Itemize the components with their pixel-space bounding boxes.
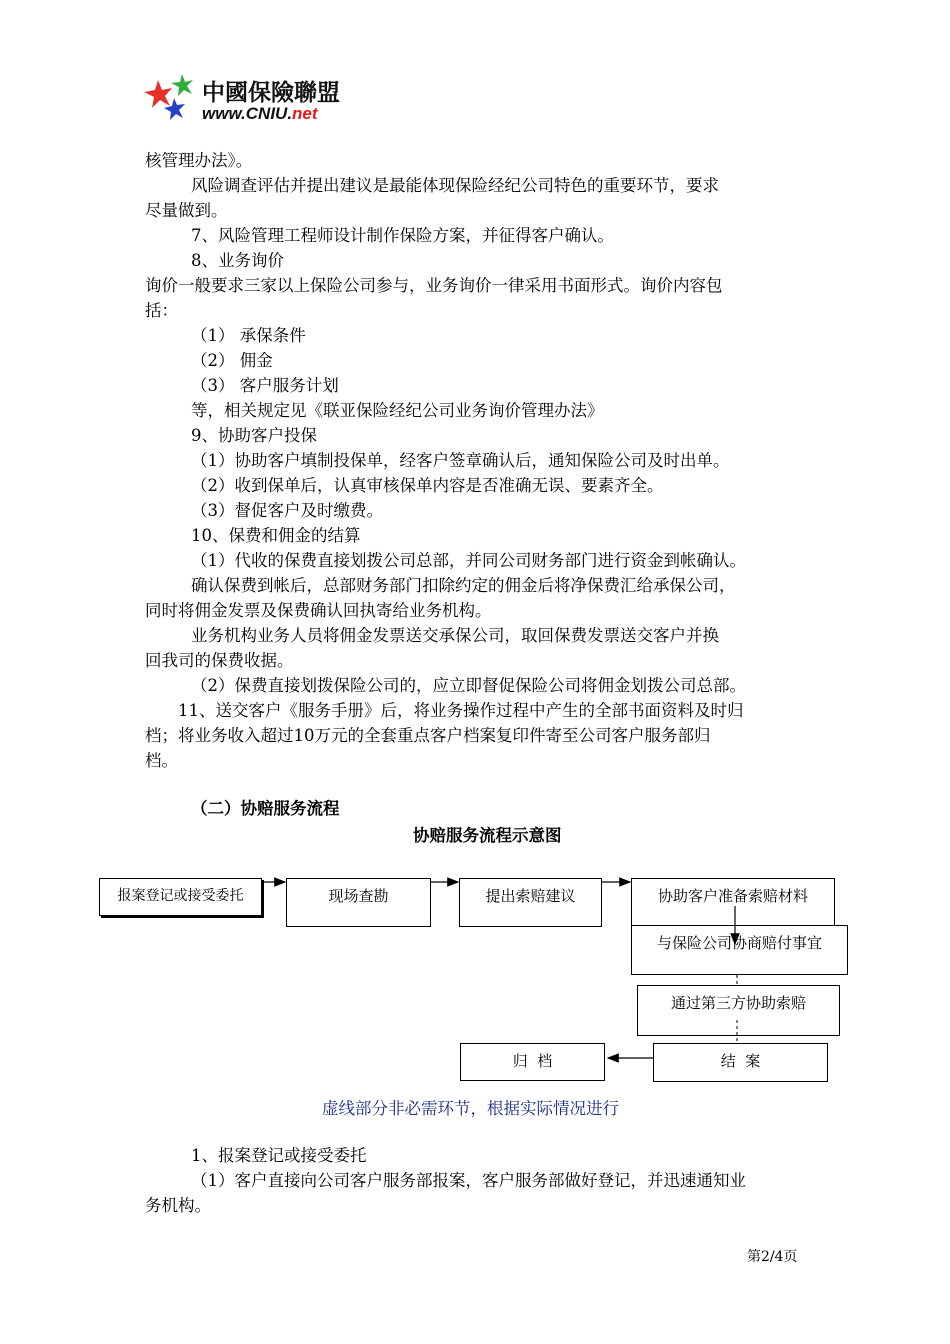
text-line: （1）客户直接向公司客户服务部报案，客户服务部做好登记，并迅速通知业 [191, 1171, 746, 1190]
list-item: （2） 佣金 [191, 351, 273, 370]
text-line: 核管理办法》。 [145, 151, 253, 170]
logo-text: 中國保險聯盟 [202, 80, 340, 106]
text-line: （1）代收的保费直接划拨公司总部，并同公司财务部门进行资金到帐确认。 [191, 551, 746, 570]
flow-box-label: 提出索赔建议 [485, 887, 576, 905]
logo-url [202, 104, 318, 124]
text-line: 1、报案登记或接受委托 [191, 1146, 367, 1165]
flow-box-claim-advice [459, 878, 602, 927]
flow-box-label: 协助客户准备索赔材料 [657, 887, 808, 905]
text-line: 务机构。 [145, 1196, 211, 1215]
flow-box-close-case [653, 1043, 828, 1082]
text-line: 10、保费和佣金的结算 [191, 526, 361, 545]
flow-box-label: 现场查勘 [328, 887, 389, 905]
flow-box-survey [286, 878, 431, 927]
flow-box-label: 归 档 [512, 1052, 553, 1070]
flowchart-note: 虚线部分非必需环节，根据实际情况进行 [322, 1099, 619, 1118]
flow-box-negotiate [631, 925, 848, 975]
flow-box-third-party [637, 985, 840, 1036]
text-line: 括： [145, 301, 178, 320]
text-line: 尽量做到。 [145, 201, 228, 220]
text-line: （2）保费直接划拨保险公司的，应立即督促保险公司将佣金划拨公司总部。 [191, 676, 746, 695]
text-line: 9、协助客户投保 [191, 426, 317, 445]
text-line: 8、业务询价 [191, 251, 284, 270]
flow-box-prepare-materials [631, 878, 835, 927]
list-item: （2）收到保单后，认真审核保单内容是否准确无误、要素齐全。 [191, 476, 664, 495]
flow-box-label: 报案登记或接受委托 [117, 888, 244, 904]
list-item: （1）协助客户填制投保单，经客户签章确认后，通知保险公司及时出单。 [191, 451, 730, 470]
flow-box-label: 通过第三方协助索赔 [670, 994, 806, 1012]
text-line: 风险调查评估并提出建议是最能体现保险经纪公司特色的重要环节，要求 [191, 176, 719, 195]
list-item: （1） 承保条件 [191, 326, 306, 345]
diagram-title: 协赔服务流程示意图 [413, 826, 562, 845]
text-line: 确认保费到帐后，总部财务部门扣除约定的佣金后将净保费汇给承保公司， [191, 576, 736, 595]
text-line: 7、风险管理工程师设计制作保险方案，并征得客户确认。 [191, 226, 614, 245]
flow-box-archive [460, 1043, 605, 1081]
text-line: 档；将业务收入超过10万元的全套重点客户档案复印件寄至公司客户服务部归 [145, 726, 711, 745]
logo-url-tld: net [292, 104, 318, 123]
logo-url-main: www.CNIU. [202, 104, 293, 123]
text-line: 回我司的保费收据。 [145, 651, 294, 670]
list-item: （3） 客户服务计划 [191, 376, 339, 395]
page-number: 第2/4页 [747, 1249, 798, 1265]
flow-box-label: 与保险公司协商赔付事宜 [656, 934, 822, 952]
text-line: 等，相关规定见《联亚保险经纪公司业务询价管理办法》 [191, 401, 604, 420]
text-line: 档。 [145, 751, 178, 770]
text-line: 业务机构业务人员将佣金发票送交承保公司，取回保费发票送交客户并换 [191, 626, 719, 645]
text-line: 询价一般要求三家以上保险公司参与，业务询价一律采用书面形式。询价内容包 [145, 276, 723, 295]
flow-box-report [99, 878, 262, 916]
list-item: （3）督促客户及时缴费。 [191, 501, 383, 520]
text-line: 同时将佣金发票及保费确认回执寄给业务机构。 [145, 601, 492, 620]
section-heading: （二）协赔服务流程 [191, 799, 340, 818]
text-line: 11、送交客户《服务手册》后，将业务操作过程中产生的全部书面资料及时归 [178, 701, 744, 720]
flow-box-label: 结 案 [720, 1052, 761, 1070]
logo-leaves-icon [140, 70, 210, 130]
